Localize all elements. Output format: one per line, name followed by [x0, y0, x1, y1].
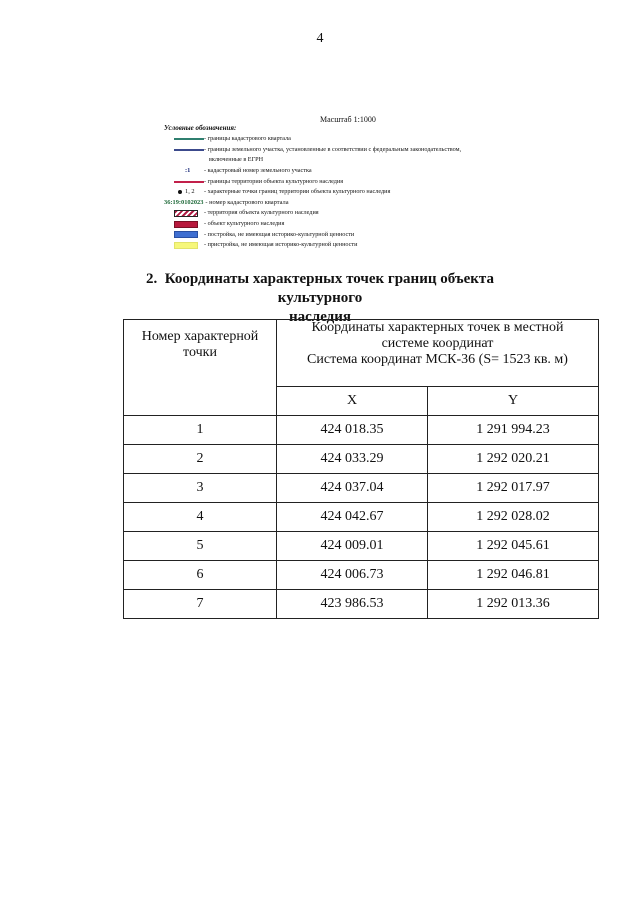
cadastral-number-symbol: :1 — [185, 166, 191, 174]
legend-item — [164, 166, 461, 177]
table-row — [124, 474, 599, 503]
legend — [164, 125, 461, 251]
legend-text: - характерные точки границ территории объекта культурного наследия — [204, 188, 391, 196]
yellow-box-icon — [164, 240, 204, 250]
point-number: 2 — [124, 445, 277, 474]
y-value: 1 292 028.02 — [428, 503, 599, 532]
table-row — [124, 590, 599, 619]
legend-item — [164, 187, 461, 198]
section-title-line1: Координаты характерных точек границ объекта культурного — [164, 271, 494, 306]
legend-item — [164, 240, 461, 251]
blue-box-icon — [164, 230, 204, 240]
legend-text: - пристройка, не имеющая историко-культурной ценности — [204, 241, 358, 249]
point-number: 4 — [124, 503, 277, 532]
green-line-icon — [164, 134, 204, 144]
y-value: 1 292 045.61 — [428, 532, 599, 561]
x-value: 424 033.29 — [277, 445, 428, 474]
point-marker-icon: 1, 2 — [164, 187, 204, 197]
point-number: 1 — [124, 416, 277, 445]
legend-item — [164, 229, 461, 240]
legend-text: включенные в ЕГРН — [209, 156, 264, 164]
x-value: 424 009.01 — [277, 532, 428, 561]
table-row — [124, 445, 599, 474]
red-box-icon — [164, 219, 204, 229]
table-row — [124, 532, 599, 561]
legend-text: - границы земельного участка, установленные в соответствии с федеральным законодательством, — [204, 145, 462, 153]
y-value: 1 291 994.23 — [428, 416, 599, 445]
table-row — [124, 416, 599, 445]
point-number: 5 — [124, 532, 277, 561]
x-value: 424 042.67 — [277, 503, 428, 532]
legend-item — [164, 198, 461, 209]
table-row — [124, 561, 599, 590]
legend-item — [164, 208, 461, 219]
legend-item — [164, 219, 461, 230]
x-value: 423 986.53 — [277, 590, 428, 619]
hatched-box-icon — [164, 208, 204, 218]
legend-text: - территория объекта культурного наследия — [204, 209, 319, 217]
x-value: 424 018.35 — [277, 416, 428, 445]
y-value: 1 292 046.81 — [428, 561, 599, 590]
legend-item — [164, 155, 461, 166]
red-line-icon — [164, 177, 204, 187]
table-row — [124, 503, 599, 532]
y-value: 1 292 020.21 — [428, 445, 599, 474]
cadastral-quarter-code: 36:19:0102023 — [164, 198, 204, 206]
header-x: X — [277, 387, 428, 416]
y-value: 1 292 013.36 — [428, 590, 599, 619]
legend-item — [164, 145, 461, 156]
x-value: 424 037.04 — [277, 474, 428, 503]
legend-item — [164, 176, 461, 187]
header-y: Y — [428, 387, 599, 416]
header-coordinates: Координаты характерных точек в местной системе координат Система координат МСК-36 (S= 1523 кв. м) — [277, 320, 599, 387]
point-number: 3 — [124, 474, 277, 503]
coordinates-table — [123, 319, 599, 619]
point-number: 6 — [124, 561, 277, 590]
legend-text: - объект культурного наследия — [204, 219, 285, 227]
page-number: 4 — [316, 31, 324, 46]
legend-title: Условные обозначения: — [164, 124, 237, 132]
legend-text: - границы кадастрового квартала — [204, 135, 291, 143]
legend-text: - номер кадастрового квартала — [205, 198, 289, 206]
legend-text: - кадастровый номер земельного участка — [204, 166, 312, 174]
x-value: 424 006.73 — [277, 561, 428, 590]
legend-text: - постройка, не имеющая историко-культурной ценности — [204, 230, 355, 238]
map-scale: Масштаб 1:1000 — [320, 115, 376, 124]
section-title-line2: наследия — [288, 309, 352, 325]
section-number: 2. — [146, 271, 158, 287]
legend-text: - границы территории объекта культурного наследия — [204, 177, 344, 185]
y-value: 1 292 017.97 — [428, 474, 599, 503]
header-point-number: Номер характерной точки — [124, 320, 277, 416]
point-number: 7 — [124, 590, 277, 619]
blue-line-icon — [164, 145, 204, 155]
legend-item — [164, 134, 461, 145]
